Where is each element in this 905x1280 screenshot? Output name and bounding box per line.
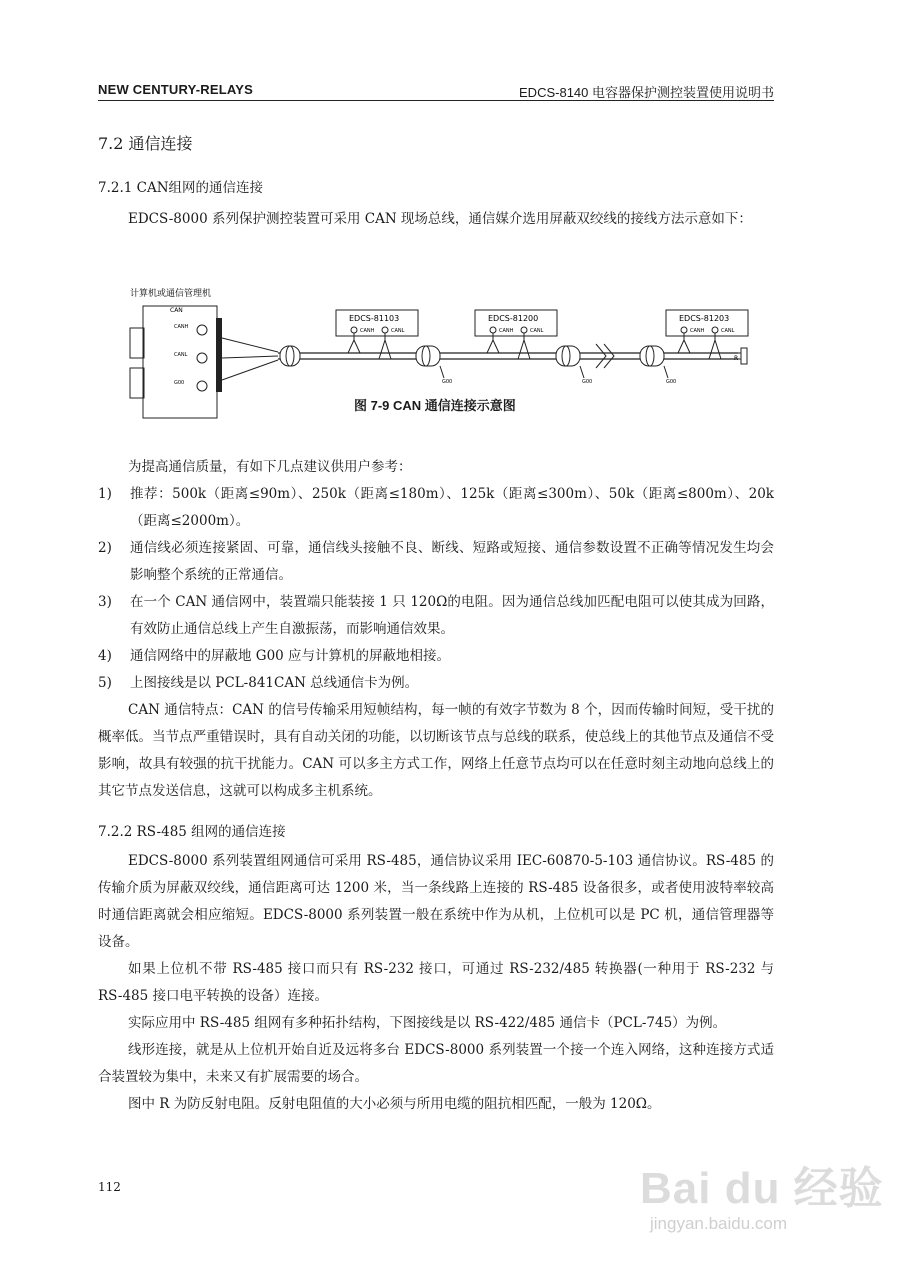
- advice-item-number: 5): [98, 675, 112, 691]
- advice-item-number: 2): [98, 540, 112, 556]
- pc-port-canl: CANL: [174, 352, 188, 358]
- ground-label-1: G00: [442, 379, 453, 385]
- header-manual-title: EDCS-8140 电容器保护测控装置使用说明书: [519, 85, 774, 100]
- rs485-paragraph-5: 图中 R 为防反射电阻。反射电阻值的大小必须与所用电缆的阻抗相匹配，一般为 120Ω。: [128, 1096, 661, 1112]
- advice-intro: 为提高通信质量，有如下几点建议供用户参考：: [128, 459, 412, 475]
- advice-item-text: 推荐：500k（距离≤90m）、250k（距离≤180m）、125k（距离≤300m）、50k（距离≤800m）、20k（距离≤2000m）。: [130, 486, 774, 529]
- watermark-url: jingyan.baidu.com: [650, 1214, 788, 1233]
- advice-item-number: 3): [98, 594, 112, 610]
- pc-slot-bottom: [130, 368, 144, 398]
- rs485-paragraph-2: 如果上位机不带 RS-485 接口而只有 RS-232 接口，可通过 RS-232/485 转换器(一种用于 RS-232 与 RS-485 接口电平转换的设备）连接。: [98, 961, 774, 1004]
- device-2-canl: CANL: [530, 328, 544, 334]
- device-name-2: EDCS-81200: [488, 314, 539, 323]
- subsection-title-rs485: 7.2.2 RS-485 组网的通信连接: [98, 824, 286, 840]
- rs485-paragraph-4: 线形连接，就是从上位机开始自近及远将多台 EDCS-8000 系列装置一个接一个连入网络，这种连接方式适合装置较为集中，未来又有扩展需要的场合。: [98, 1042, 774, 1085]
- advice-item-text: 在一个 CAN 通信网中，装置端只能装接 1 只 120Ω的电阻。因为通信总线加匹配电阻可以使其成为回路，有效防止通信总线上产生自激振荡，而影响通信效果。: [130, 594, 774, 637]
- rs485-paragraph-1: EDCS-8000 系列装置组网通信可采用 RS-485，通信协议采用 IEC-60870-5-103 通信协议。RS-485 的传输介质为屏蔽双绞线，通信距离可达 1200 米，当一条线路上连接的 RS-485 设备很多，或者使用波特率较高时通信距离就会相应缩短。EDCS-8000 系列装置一般在系统中作为从机，上位机可以是 PC 机，通信管理器等设备。: [98, 853, 774, 950]
- pc-port-g00: G00: [174, 380, 185, 386]
- pc-port-canh: CANH: [174, 324, 189, 330]
- rs485-paragraph-3: 实际应用中 RS-485 组网有多种拓扑结构，下图接线是以 RS-422/485 通信卡（PCL-745）为例。: [128, 1015, 727, 1031]
- watermark-logo: Bai du 经验: [640, 1164, 884, 1213]
- device-3-canh: CANH: [690, 328, 705, 334]
- section-title: 7.2 通信连接: [98, 134, 193, 153]
- header-brand: NEW CENTURY-RELAYS: [98, 82, 254, 97]
- advice-item-text: 通信线必须连接紧固、可靠，通信线头接触不良、断线、短路或短接、通信参数设置不正确等情况发生均会影响整个系统的正常通信。: [130, 540, 774, 583]
- can-intro-paragraph: EDCS-8000 系列保护测控装置可采用 CAN 现场总线，通信媒介选用屏蔽双绞线的接线方法示意如下：: [128, 211, 752, 227]
- resistor-label: R: [734, 355, 739, 362]
- device-3-canl: CANL: [721, 328, 735, 334]
- advice-item-number: 1): [98, 486, 112, 502]
- figure-caption: 图 7-9 CAN 通信连接示意图: [354, 398, 516, 413]
- can-label: CAN: [170, 307, 183, 314]
- pc-terminal-canh: [197, 325, 207, 335]
- pc-slot-top: [130, 328, 144, 358]
- can-features-paragraph: CAN 通信特点：CAN 的信号传输采用短帧结构，每一帧的有效字节数为 8 个，因而传输时间短，受干扰的概率低。当节点严重错误时，具有自动关闭的功能，以切断该节点与总线的联系，使总线上的其他节点及通信不受影响，故具有较强的抗干扰能力。CAN 可以多主方式工作，网络上任意节点均可以在任意时刻主动地向总线上的其它节点发送信息，这就可以构成多主机系统。: [98, 702, 774, 799]
- device-1-canl: CANL: [391, 328, 405, 334]
- device-2-canh: CANH: [499, 328, 514, 334]
- advice-item-text: 通信网络中的屏蔽地 G00 应与计算机的屏蔽地相接。: [130, 648, 451, 664]
- ground-label-3: G00: [666, 379, 677, 385]
- pc-label: 计算机或通信管理机: [130, 289, 212, 299]
- device-name-3: EDCS-81203: [679, 314, 730, 323]
- pc-terminal-canl: [197, 353, 207, 363]
- advice-item-text: 上图接线是以 PCL-841CAN 总线通信卡为例。: [130, 675, 419, 691]
- device-name-1: EDCS-81103: [349, 314, 400, 323]
- advice-item-number: 4): [98, 648, 112, 664]
- pc-box: [143, 306, 217, 418]
- subsection-title-can: 7.2.1 CAN组网的通信连接: [98, 180, 264, 196]
- page-header: [98, 80, 774, 101]
- ground-label-2: G00: [582, 379, 593, 385]
- pc-card-edge: [216, 318, 222, 392]
- termination-resistor: [741, 348, 747, 364]
- device-1-canh: CANH: [360, 328, 375, 334]
- bus-break-marks: [596, 344, 614, 368]
- page-number: 112: [98, 1180, 121, 1194]
- pc-terminal-g00: [197, 381, 207, 391]
